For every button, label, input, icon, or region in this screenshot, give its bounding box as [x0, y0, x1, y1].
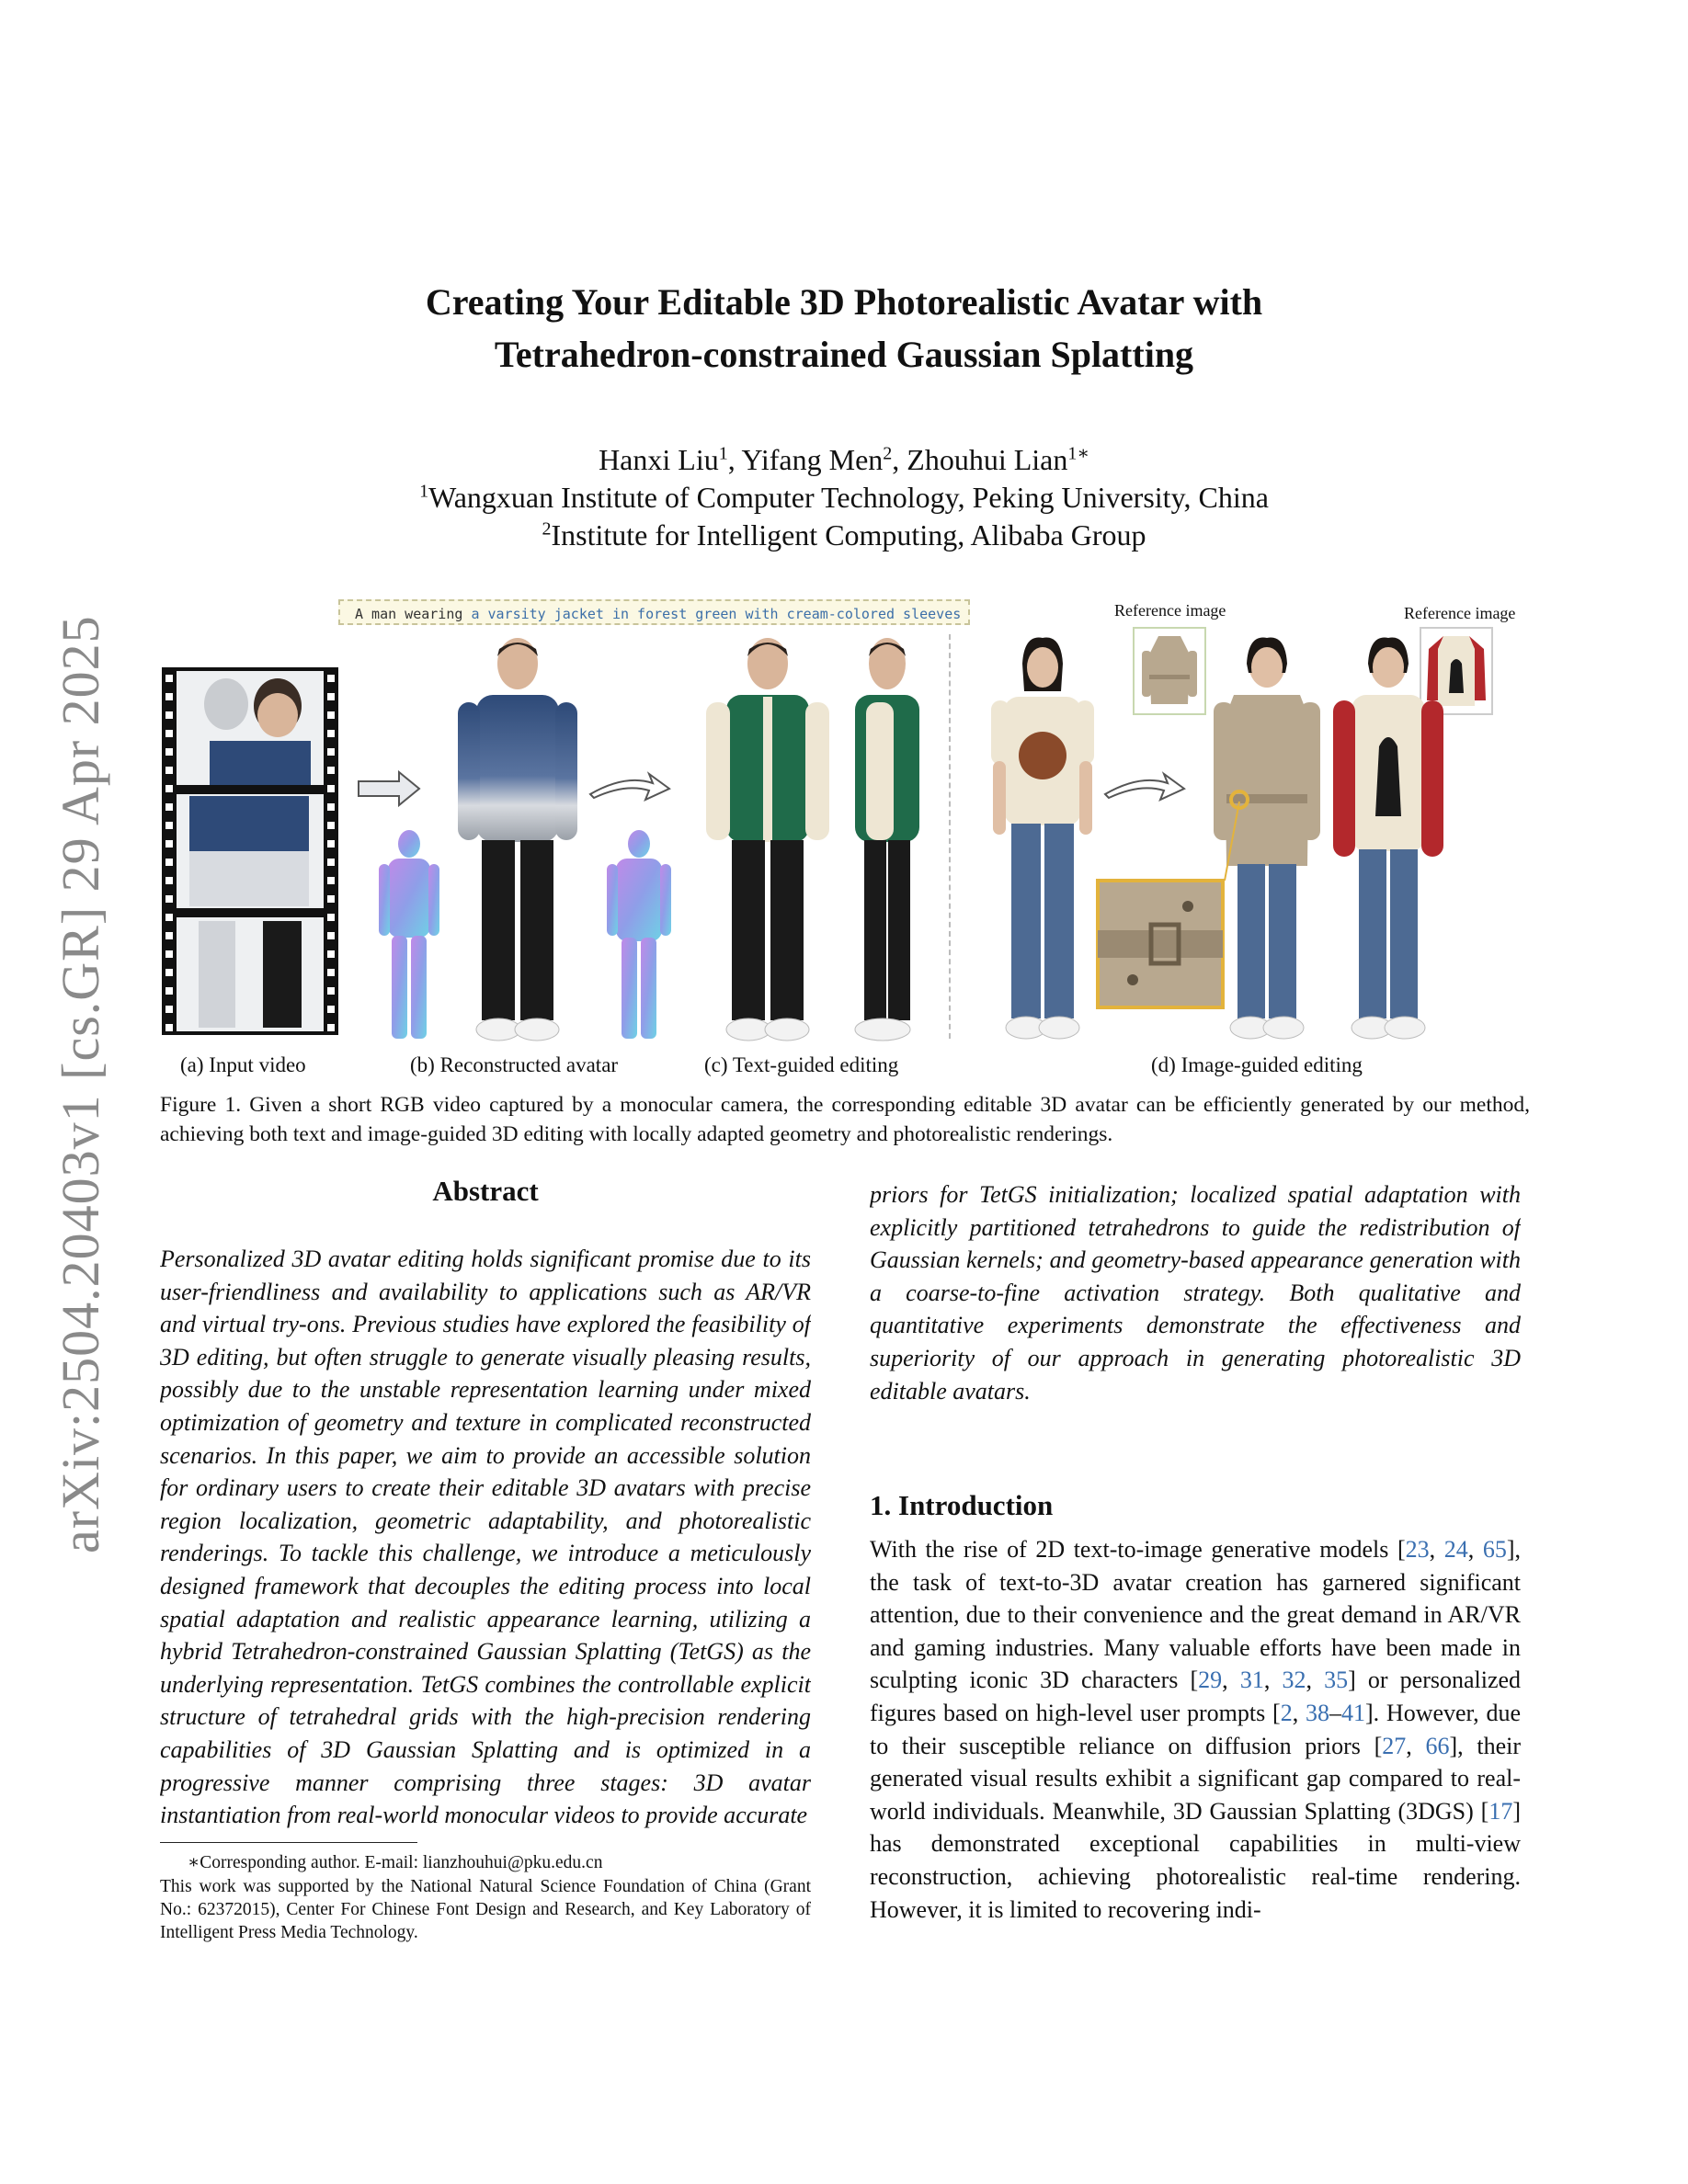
citation-link[interactable]: 65	[1482, 1536, 1507, 1563]
author-name: Hanxi Liu	[599, 443, 719, 476]
affiliation-mark: 2	[883, 443, 893, 464]
abstract-part-2	[870, 1178, 1521, 1473]
author-name: Yifang Men	[741, 443, 884, 476]
citation-link[interactable]: 27	[1382, 1732, 1407, 1759]
introduction-paragraph: With the rise of 2D text-to-image generative models [23, 24, 65], the task of text-to-3D avatar creation has garnered significant attention, due to their convenience and the great demand in AR/VR and gaming industries. Many valuable efforts have been made in sculpting iconic 3D characters [29, 31, 32, 35] or personalized figures based on high-level user prompts [2, 38–41]. However, due to their susceptible reliance on diffusion priors [27, 66], their generated visual results exhibit a significant gap compared to real-world individuals. Meanwhile, 3D Gaussian Splatting (3DGS) [17] has demonstrated exceptional capabilities in multi-view reconstruction, achieving photorealistic real-time rendering. However, it is limited to recovering indi-	[870, 1536, 1522, 1923]
citation-link[interactable]: 2	[1280, 1699, 1293, 1726]
raglan-sweater-avatar	[1324, 636, 1453, 1046]
affiliation-2: $^2$Institute for Intelligent Computing, Alibaba Group	[542, 518, 1146, 552]
citation-link[interactable]: 23	[1405, 1536, 1430, 1563]
author-name: Zhouhui Lian	[907, 443, 1068, 476]
zoom-callout-belt-detail	[1096, 879, 1225, 1009]
figure-caption: Figure 1. Given a short RGB video captured by a monocular camera, the corresponding editable 3D avatar can be efficiently generated by our method, achieving both text and image-guided 3D editing with locally adapted geometry and photorealistic renderings.	[160, 1093, 1530, 1146]
funding-footnote: This work was supported by the National Natural Science Foundation of China (Grant No.: 62372015), Center For Chinese Font Design and Research, and Key Laboratory of Intelligent Press Media Technology.	[160, 1877, 811, 1942]
author-block	[0, 441, 1688, 554]
citation-link[interactable]: 29	[1198, 1666, 1223, 1694]
abstract-part-1	[160, 1243, 811, 1840]
title-line-2: Tetrahedron-constrained Gaussian Splatting	[494, 334, 1194, 375]
text-prompt-box: A man wearing a varsity jacket in forest green with cream-colored sleeves	[338, 599, 970, 625]
varsity-jacket-front	[699, 636, 837, 1046]
footnote-rule	[160, 1842, 417, 1843]
abstract-heading: Abstract	[432, 1175, 539, 1207]
author-names: Hanxi Liu$^1$, Yifang Men$^2$, Zhouhui Lian$^{1∗}$	[599, 443, 1089, 476]
normal-map-avatar	[377, 827, 441, 1044]
introduction-heading: 1. Introduction	[870, 1489, 1054, 1521]
affiliation-1: $^1$Wangxuan Institute of Computer Technology, Peking University, China	[419, 481, 1269, 514]
title-line-1: Creating Your Editable 3D Photorealistic Avatar with	[425, 281, 1263, 323]
citation-link[interactable]: 66	[1425, 1732, 1450, 1759]
citation-link[interactable]: 17	[1488, 1797, 1513, 1825]
affiliation-mark: 1∗	[1067, 443, 1089, 464]
subfigure-label: (b) Reconstructed avatar	[410, 1053, 619, 1076]
citation-link[interactable]: 35	[1324, 1666, 1349, 1694]
normal-map-avatar	[607, 827, 671, 1044]
section-divider	[949, 634, 951, 1039]
corresponding-author-footnote: ∗Corresponding author. E-mail: lianzhouhui@pku.edu.cn	[188, 1853, 603, 1872]
callout-connector	[1223, 800, 1241, 882]
right-arrow-icon	[357, 770, 421, 807]
affiliation-mark: 1	[718, 443, 728, 464]
paper-title	[0, 276, 1688, 381]
arxiv-identifier: arXiv:2504.20403v1 [cs.GR] 29 Apr 2025	[51, 615, 110, 1553]
varsity-jacket-side	[827, 636, 947, 1046]
abstract-continued: priors for TetGS initialization; localized spatial adaptation with explicitly partitioned tetrahedrons to guide the redistribution of Gaussian kernels; and geometry-based appearance generation with a coarse-to-fine activation strategy. Both qualitative and quantitative experiments demonstrate the effectiveness and superiority of our approach in generating photorealistic 3D editable avatars.	[870, 1181, 1521, 1405]
reconstructed-avatar-rgb	[449, 636, 587, 1046]
citation-link[interactable]: 31	[1239, 1666, 1264, 1694]
citation-link[interactable]: 24	[1443, 1536, 1468, 1563]
curved-arrow-icon	[588, 770, 671, 807]
reference-image-trench-coat	[1133, 627, 1206, 715]
citation-link[interactable]: 32	[1282, 1666, 1306, 1694]
original-avatar	[978, 636, 1107, 1046]
curved-arrow-icon	[1103, 770, 1186, 807]
citation-link[interactable]: 38	[1305, 1699, 1329, 1726]
citation-link[interactable]: 41	[1340, 1699, 1365, 1726]
input-video-filmstrip	[162, 667, 338, 1035]
reference-image-label: Reference image	[1404, 604, 1516, 622]
subfigure-label: (d) Image-guided editing	[1151, 1053, 1363, 1076]
subfigure-label: (a) Input video	[180, 1053, 306, 1076]
subfigure-label: (c) Text-guided editing	[704, 1053, 899, 1076]
reference-image-label: Reference image	[1114, 601, 1226, 620]
abstract-text: Personalized 3D avatar editing holds significant promise due to its user-friendliness and availability to applications such as AR/VR and virtual try-ons. Previous studies have explored the feasibility of 3D editing, but often struggle to generate visually pleasing results, possibly due to the unstable representation learning under mixed optimization of geometry and texture in complicated reconstructed scenarios. In this paper, we aim to provide an accessible solution for ordinary users to create their editable 3D avatars with precise region localization, geometric adaptability, and photorealistic renderings. To tackle this challenge, we introduce a meticulously designed framework that decouples the editing process into local spatial adaptation and realistic appearance learning, utilizing a hybrid Tetrahedron-constrained Gaussian Splatting (TetGS) as the underlying representation. TetGS combines the controllable explicit structure of tetrahedral grids with the high-precision rendering capabilities of 3D Gaussian Splatting and is optimized in a progressive manner comprising three stages: 3D avatar instantiation from real-world monocular videos to provide accurate	[160, 1246, 811, 1829]
